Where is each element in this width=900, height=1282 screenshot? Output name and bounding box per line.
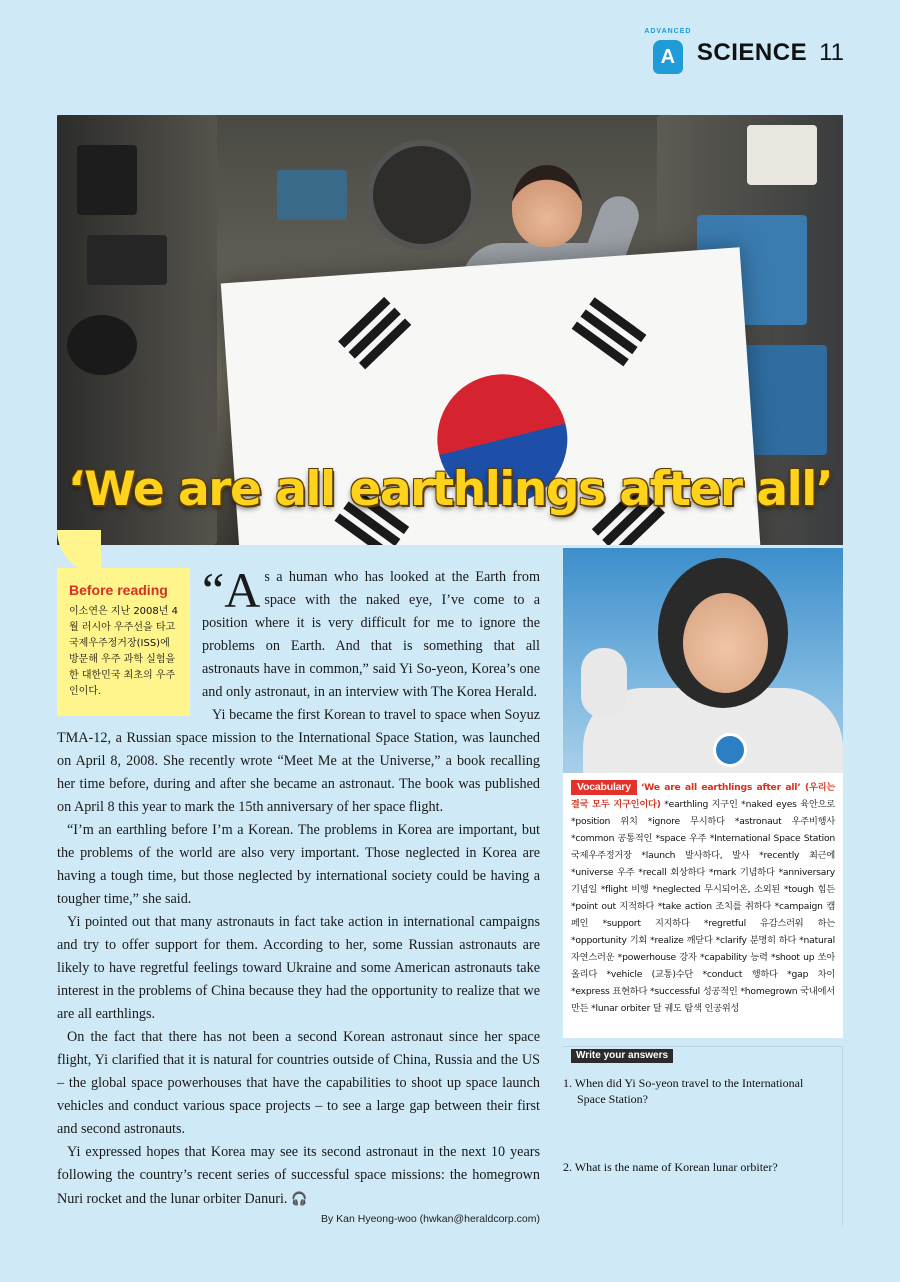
- face: [683, 593, 768, 693]
- article-headline: ‘We are all earthlings after all’: [67, 462, 833, 517]
- vocabulary-items: *earthling 지구인 *naked eyes 육안으로 *position 위치 *ignore 무시하다 *astronaut 우주비행사 *common 공통적인 *space 우주 *International Space Station 국제우주정거장 *launch 발사하다, 발사 *recently 최근에 *universe 우주 *recall 회상하다 *mark 기념하다 *anniversary 기념일 *flight 비행 *neglected 무시되어온, 소외된 *tough 힘든 *point out 지적하다 *take action 조치를 취하다 *campaign 캠페인 *support 지지하다 *regretful 유감스러워 하는 *opportunity 기회 *realize 깨닫다 *clarify 분명히 하다 *natural 자연스러운 *powerhouse 강자 *capability 능력 *shoot up 쏘아 올리다 *vehicle (교통)수단 *conduct 행하다 *gap 차이 *express 표현하다 *successful 성공적인 *homegrown 국내에서 만든 *lunar orbiter 달 궤도 탐색 인공위성: [571, 799, 835, 1014]
- lens-icon: [67, 315, 137, 375]
- astronaut-portrait-photo: [563, 548, 843, 773]
- byline: By Kan Hyeong-woo (hwkan@heraldcorp.com): [320, 1213, 540, 1225]
- advanced-logo: [645, 30, 691, 76]
- article-paragraph: Yi expressed hopes that Korea may see its second astronaut in the next 10 years following the country’s recent series of successful space missions: the homegrown Nuri rocket and the lunar orbiter Danuri. 🎧: [57, 1144, 540, 1207]
- camera-icon: [77, 145, 137, 215]
- answers-tag: Write your answers: [571, 1049, 673, 1063]
- answers-box: [563, 1046, 843, 1226]
- paper-notes: [747, 125, 817, 185]
- trigram: [338, 297, 415, 374]
- question-1: 1. When did Yi So-yeon travel to the International Space Station?: [563, 1076, 804, 1106]
- vocabulary-box: [563, 773, 843, 1038]
- before-reading-title: Before reading: [69, 582, 168, 598]
- before-reading-text: 이소연은 지난 2008년 4월 러시아 우주선을 타고 국제우주정거장(ISS)에 방문해 우주 과학 실험을 한 대한민국 최초의 우주인이다.: [69, 606, 178, 697]
- article-paragraph: “I’m an earthling before I’m a Korean. The problems in Korea are important, but the problems of the world are also very important. Those neglected in Korea are having a tough time, but those neglected by international society could be having a tougher time,” she said.: [57, 822, 540, 907]
- laptop-screen: [277, 170, 347, 220]
- thumbs-up-hand: [581, 648, 627, 718]
- article-paragraph: On the fact that there has not been a second Korean astronaut since her space flight, Yi clarified that it is natural for countries outside of China, Russia and the US – the global space powerhouses that have the capabilities to shoot up space launch vehicles and conduct various space projects – to see a large gap between their first and second astronauts.: [57, 1029, 540, 1137]
- article-paragraph: Yi pointed out that many astronauts in fact take action in international campaigns and try to offer support for them. According to her, some Russian astronauts are likely to have regretful feelings toward Ukraine and some American astronauts take interest in the problems of China because they had the opportunity to realize that we are all earthlings.: [57, 914, 540, 1022]
- page-number: 11: [819, 39, 844, 66]
- hand-logo-icon: A: [653, 40, 683, 74]
- article-body: [57, 562, 540, 1211]
- trigram: [568, 297, 646, 371]
- drop-cap: “A: [202, 562, 261, 618]
- suit-connector: [713, 733, 747, 767]
- article-paragraph: “As a human who has looked at the Earth from space with the naked eye, I’ve come to a position where it is very difficult for me to ignore the problems on Earth. And that is something that all astronauts have in common,” said Yi So-yeon, Korea’s one and only astronaut, in an interview with The Korea Herald.: [202, 562, 540, 700]
- page-header: [645, 30, 844, 76]
- logo-arc-text: ADVANCED: [644, 28, 692, 35]
- section-name: SCIENCE: [696, 39, 808, 66]
- camera-icon: [87, 235, 167, 285]
- question-2: 2. What is the name of Korean lunar orbiter?: [563, 1160, 778, 1174]
- headphones-icon[interactable]: 🎧: [291, 1191, 308, 1206]
- vocabulary-headline: ‘We are all earthlings after all’ (우리는 결국 모두 지구인이다): [571, 782, 835, 810]
- vocabulary-tag: Vocabulary: [571, 780, 637, 795]
- article-paragraph: Yi became the first Korean to travel to space when Soyuz TMA-12, a Russian space mission to the International Space Station, was launched on April 8, 2008. She recently wrote “Meet Me at the Universe,” a book recalling her time before, during and after she became an astronaut. The book was published on April 8 this year to mark the 15th anniversary of her space flight.: [57, 707, 540, 815]
- hero-photo: [57, 115, 843, 545]
